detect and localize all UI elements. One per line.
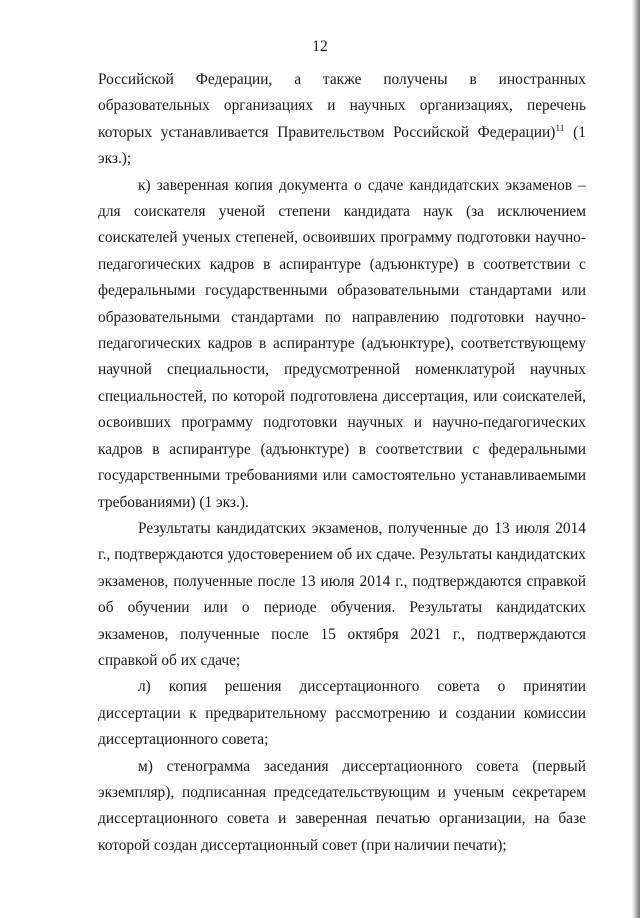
paragraph-tail: (1 экз.); <box>98 123 586 168</box>
document-body <box>98 67 586 859</box>
scan-edge-shadow <box>632 0 640 918</box>
paragraph-item-k: к) заверенная копия документа о сдаче кандидатских экзаменов – для соискателя ученой степени кандидата наук (за исключением соискателей ученых степеней, освоивших программу подготовки научно-педагогических кадров в аспирантуре (адъюнктуре) в соответствии с федеральными государственными образовательными стандартами или образовательными стандартами по направлению подготовки научно-педагогических кадров в аспирантуре (адъюнктуре), соответствующему научной специальности, предусмотренной номенклатурой научных специальностей, по которой подготовлена диссертация, или соискателей, освоивших программу подготовки научных и научно-педагогических кадров в аспирантуре (адъюнктуре) в соответствии с федеральными государственными требованиями или самостоятельно устанавливаемыми требованиями) (1 экз.). <box>98 176 586 511</box>
paragraph-item-l: л) копия решения диссертационного совета о принятии диссертации к предварительному рассмотрению и создании комиссии диссертационного совета; <box>98 678 586 749</box>
paragraph-continuation <box>98 67 586 173</box>
paragraph-item-m: м) стенограмма заседания диссертационного совета (первый экземпляр), подписанная председательствующим и ученым секретарем диссертационного совета и заверенная печатью организации, на базе которой создан диссертационный совет (при наличии печати); <box>98 757 586 854</box>
paragraph-text: Российской Федерации, а также получены в иностранных образовательных организациях и научных организациях, перечень которых устанавливается Правительством Российской Федерации) <box>98 71 586 141</box>
paragraph-exam-results: Результаты кандидатских экзаменов, полученные до 13 июля 2014 г., подтверждаются удостоверением об их сдаче. Результаты кандидатских экзаменов, полученные после 13 июля 2014 г., подтверждаются справкой об обучении или о периоде обучения. Результаты кандидатских экзаменов, полученные после 15 октября 2021 г., подтверждаются справкой об их сдаче; <box>98 519 586 669</box>
footnote-marker: 11 <box>555 123 565 134</box>
page-number: 12 <box>312 38 328 55</box>
